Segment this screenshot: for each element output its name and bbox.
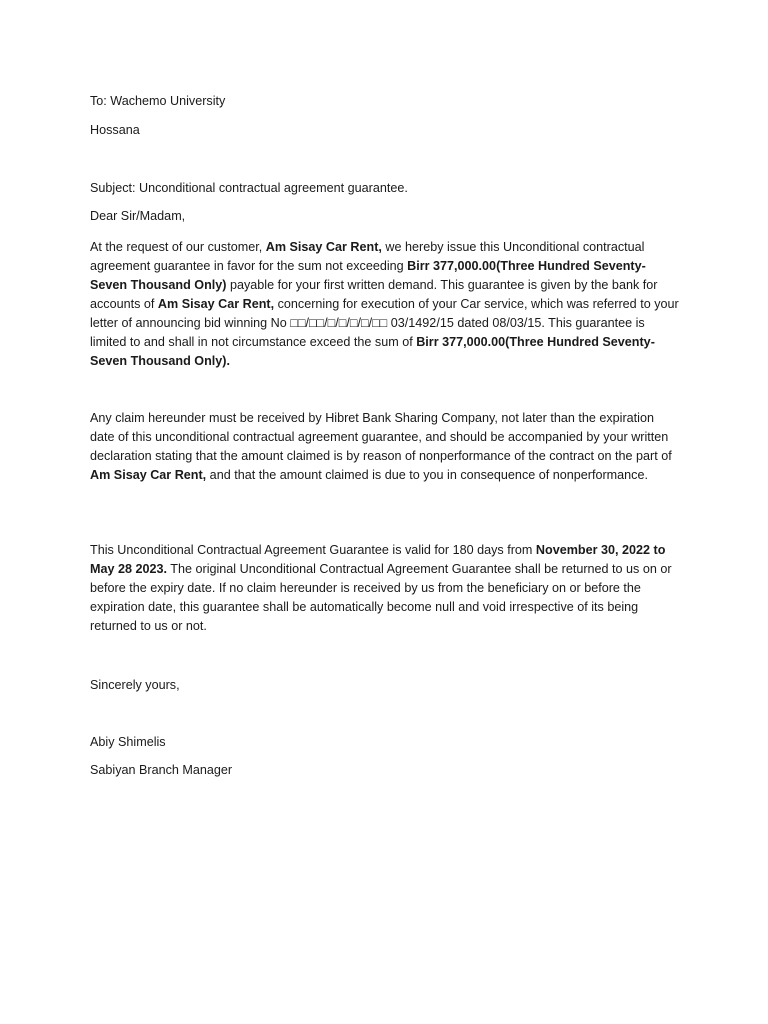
customer-name: Am Sisay Car Rent, <box>90 468 207 482</box>
signer-name: Abiy Shimelis <box>90 735 166 749</box>
text-run: we hereby issue this Unconditional contractual agreement guarantee in favor for the sum not exceeding <box>90 240 645 273</box>
recipient-city: Hossana <box>90 123 140 137</box>
paragraph-validity <box>90 541 680 636</box>
text-run: payable for your first written demand. This guarantee is given by the bank for accounts of <box>90 278 658 311</box>
text-run: This Unconditional Contractual Agreement Guarantee is valid for 180 days from <box>90 543 536 557</box>
text-run: concerning for execution of your Car service, which was referred to your letter of announcing bid winning No □□/□□/□/□/□/□/□□ 03/1492/15 dated 08/03/15. This guarantee is limited to and shall in not circumstance exceed the sum of <box>90 297 679 349</box>
validity-period: November 30, 2022 to May 28 2023. <box>90 543 666 576</box>
recipient-line: To: Wachemo University <box>90 94 226 108</box>
guarantee-amount: Birr 377,000.00(Three Hundred Seventy-Seven Thousand Only) <box>90 259 646 292</box>
text-run: and that the amount claimed is due to you in consequence of nonperformance. <box>206 468 648 482</box>
paragraph-request <box>90 238 680 371</box>
text-run: The original Unconditional Contractual Agreement Guarantee shall be returned to us on or before the expiry date. If no claim hereunder is received by us from the beneficiary on or before the expiration date, this guarantee shall be automatically become null and void irrespective of its being returned to us or not. <box>90 562 672 633</box>
text-run: Any claim hereunder must be received by Hibret Bank Sharing Company, not later than the expiration date of this unconditional contractual agreement guarantee, and should be accompanied by your written declaration stating that the amount claimed is by reason of nonperformance of the contract on the part of <box>90 411 672 463</box>
customer-name: Am Sisay Car Rent, <box>157 297 275 311</box>
customer-name: Am Sisay Car Rent, <box>265 240 382 254</box>
guarantee-amount: Birr 377,000.00(Three Hundred Seventy-Seven Thousand Only). <box>90 335 655 368</box>
subject-line: Subject: Unconditional contractual agreement guarantee. <box>90 181 408 195</box>
paragraph-claim <box>90 409 680 485</box>
salutation: Dear Sir/Madam, <box>90 209 186 223</box>
signer-title: Sabiyan Branch Manager <box>90 763 233 777</box>
text-run: At the request of our customer, <box>90 240 266 254</box>
closing: Sincerely yours, <box>90 678 180 692</box>
